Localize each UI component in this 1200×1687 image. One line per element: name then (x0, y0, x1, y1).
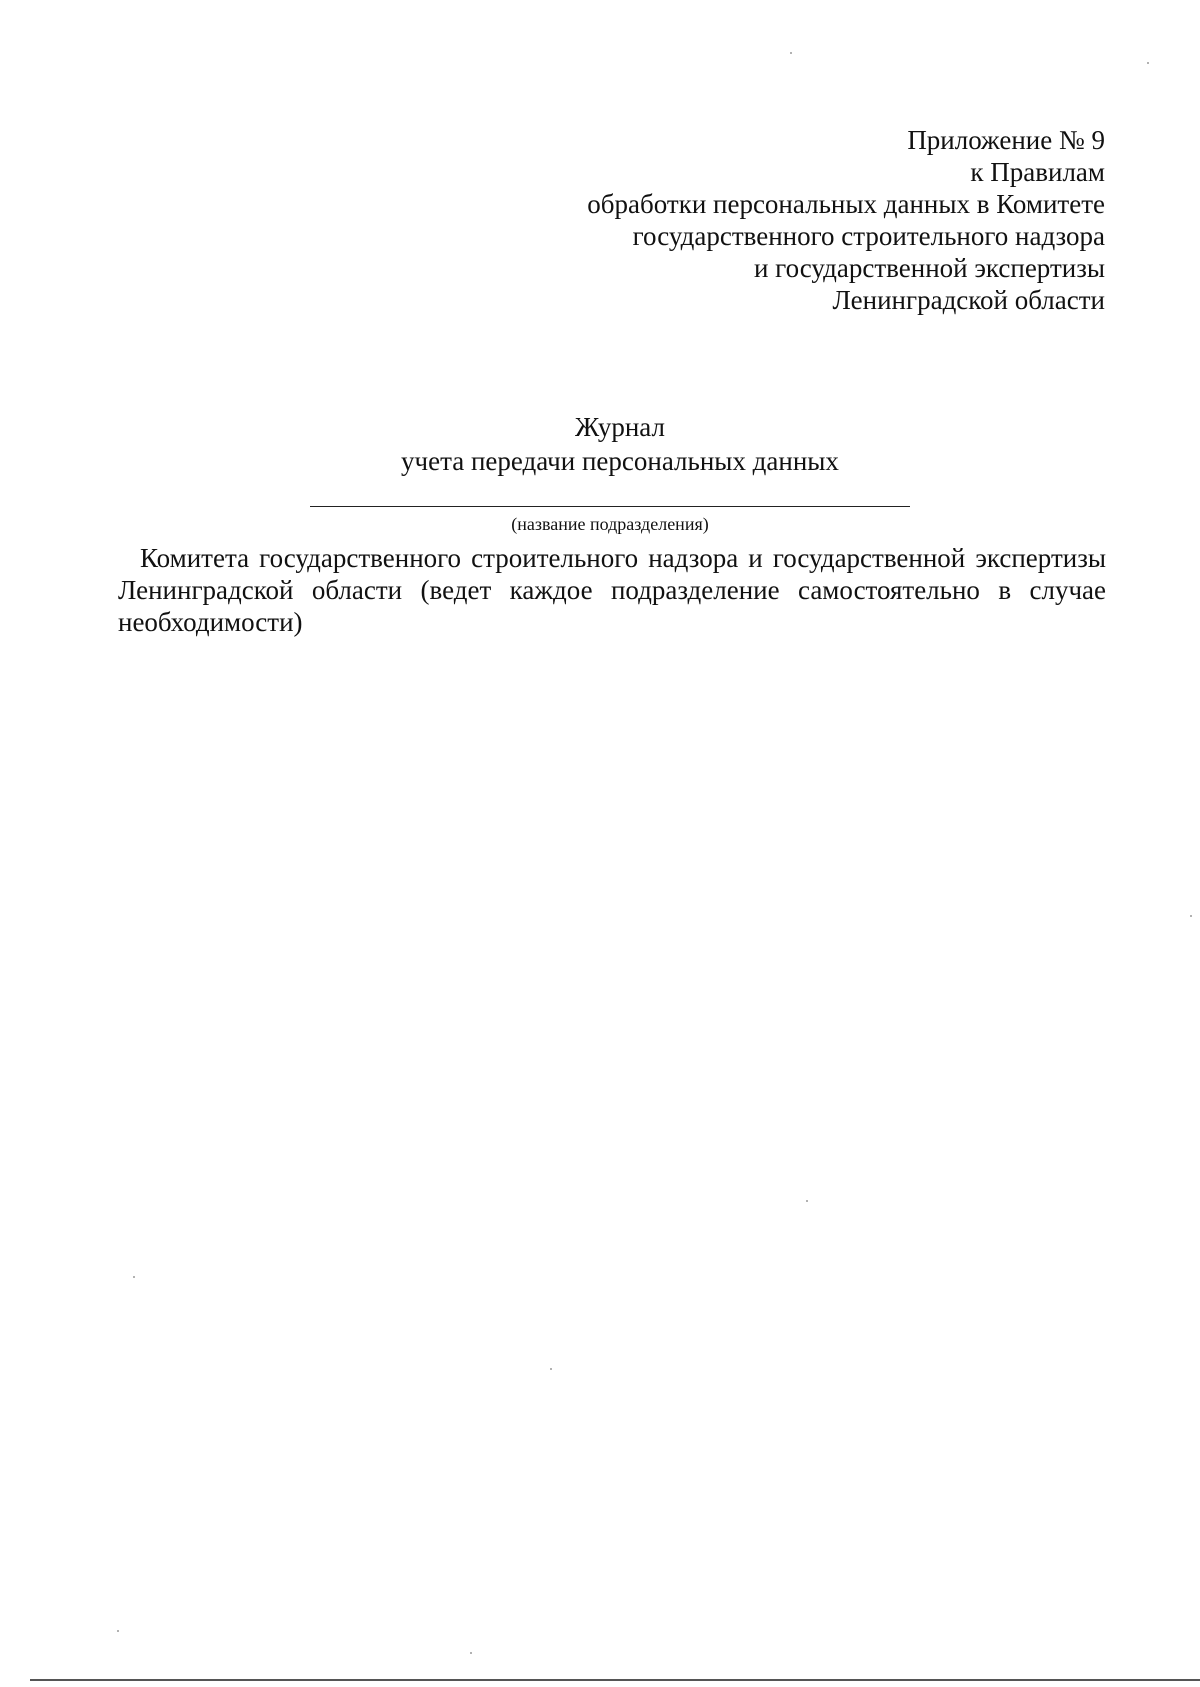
scan-speck (550, 1368, 552, 1370)
journal-body-text: Комитета государственного строительного надзора и государственной экспертизы Ленинградской области (ведет каждое подразделение самостоятельно в случае необходимости) (118, 543, 1106, 637)
scan-speck (806, 1200, 808, 1202)
subdivision-blank-line (310, 506, 910, 507)
scan-speck (1190, 915, 1192, 917)
scan-speck (470, 1652, 472, 1654)
scan-speck (117, 1630, 119, 1632)
journal-title: Журнал (574, 412, 666, 442)
journal-title-block (0, 410, 1200, 478)
scan-speck (1147, 62, 1149, 64)
journal-subtitle: учета передачи персональных данных (401, 446, 839, 476)
appendix-rules-ref: к Правилам (970, 157, 1105, 187)
appendix-rules-title-line-3: и государственной экспертизы (753, 253, 1105, 283)
subdivision-caption: (название подразделения) (511, 514, 709, 534)
appendix-rules-title-line-4: Ленинградской области (832, 285, 1105, 315)
scan-speck (790, 52, 792, 54)
appendix-rules-title-line-2: государственного строительного надзора (632, 221, 1105, 251)
appendix-header (587, 124, 1105, 316)
appendix-number: Приложение № 9 (907, 125, 1105, 155)
scan-speck (133, 1276, 135, 1278)
scan-bottom-edge (30, 1679, 1200, 1681)
appendix-rules-title-line-1: обработки персональных данных в Комитете (587, 189, 1105, 219)
